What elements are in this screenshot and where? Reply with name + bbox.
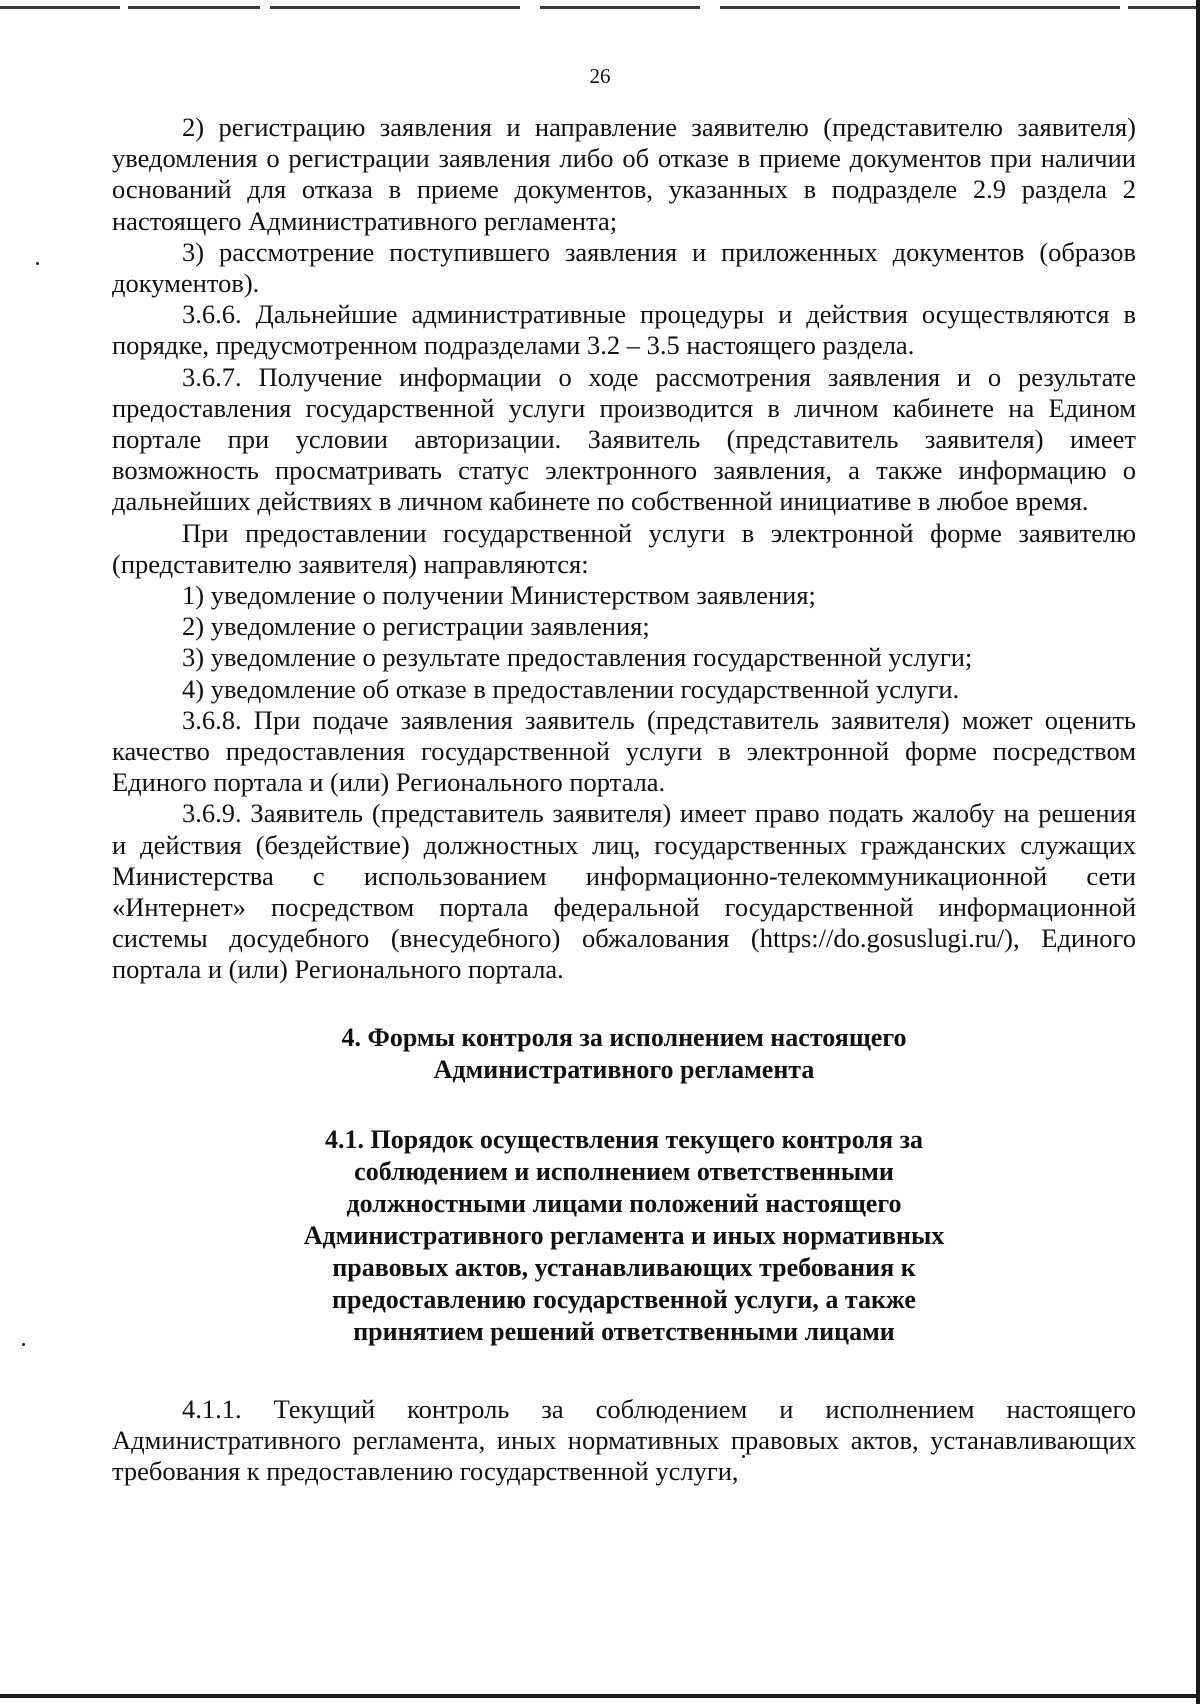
scan-speck: [36, 262, 39, 265]
list-item: 3) уведомление о результате предоставления государственной услуги;: [182, 642, 973, 673]
document-body: [112, 112, 1136, 1487]
paragraph: 3.6.9. Заявитель (представитель заявителя) имеет право подать жалобу на решения и действия (бездействие) должностных лиц, государственных гражданских служащих Министерства с использованием информационно-телекоммуникационной сети «Интернет» посредством портала федеральной государственной информационной системы досудебного (внесудебного) обжалования (https://do.gosuslugi.ru/), Единого портала и (или) Регионального портала.: [112, 798, 1136, 985]
list-item: 1) уведомление о получении Министерством заявления;: [182, 580, 816, 611]
section-heading: 4. Формы контроля за исполнением настоящего Административного регламента: [341, 1022, 907, 1084]
paragraph: 3) рассмотрение поступившего заявления и приложенных документов (образов документов).: [112, 236, 1136, 299]
scan-edge-top: [0, 6, 1200, 9]
scan-edge-right: [1196, 0, 1200, 1704]
paragraph: 3.6.6. Дальнейшие административные процедуры и действия осуществляются в порядке, предусмотренном подразделами 3.2 – 3.5 настоящего раздела.: [112, 299, 1136, 361]
list-item: 4) уведомление об отказе в предоставлении государственной услуги.: [182, 673, 960, 704]
paragraph: 4.1.1. Текущий контроль за соблюдением и исполнением настоящего Административного регламента, иных нормативных правовых актов, устанавливающих требования к предоставлению государственной услуги,: [112, 1393, 1136, 1487]
paragraph: При предоставлении государственной услуги в электронной форме заявителю (представителю заявителя) направляются:: [112, 517, 1136, 579]
paragraph: 3.6.7. Получение информации о ходе рассмотрения заявления и о результате предоставления государственной услуги производится в личном кабинете на Едином портале при условии авторизации. Заявитель (представитель заявителя) имеет возможность просматривать статус электронного заявления, а также информацию о дальнейших действиях в личном кабинете по собственной инициативе в любое время.: [112, 361, 1136, 517]
list-item: 2) уведомление о регистрации заявления;: [182, 611, 650, 642]
subsection-heading: 4.1. Порядок осуществления текущего контроля за соблюдением и исполнением ответственными должностными лицами положений настоящего Административного регламента и иных нормативных правовых актов, устанавливающих требования к предоставлению государственной услуги, а также принятием решений ответственными лицами: [303, 1124, 945, 1346]
scan-edge-bottom: [0, 1694, 1200, 1698]
paragraph: 3.6.8. При подаче заявления заявитель (представитель заявителя) может оценить качество предоставления государственной услуги в электронной форме посредством Единого портала и (или) Регионального портала.: [112, 704, 1136, 798]
paragraph: 2) регистрацию заявления и направление заявителю (представителю заявителя) уведомления о регистрации заявления либо об отказе в приеме документов при наличии оснований для отказа в приеме документов, указанных в подразделе 2.9 раздела 2 настоящего Административного регламента;: [112, 112, 1136, 236]
scan-speck: [22, 1343, 25, 1346]
page-number: 26: [589, 64, 611, 88]
